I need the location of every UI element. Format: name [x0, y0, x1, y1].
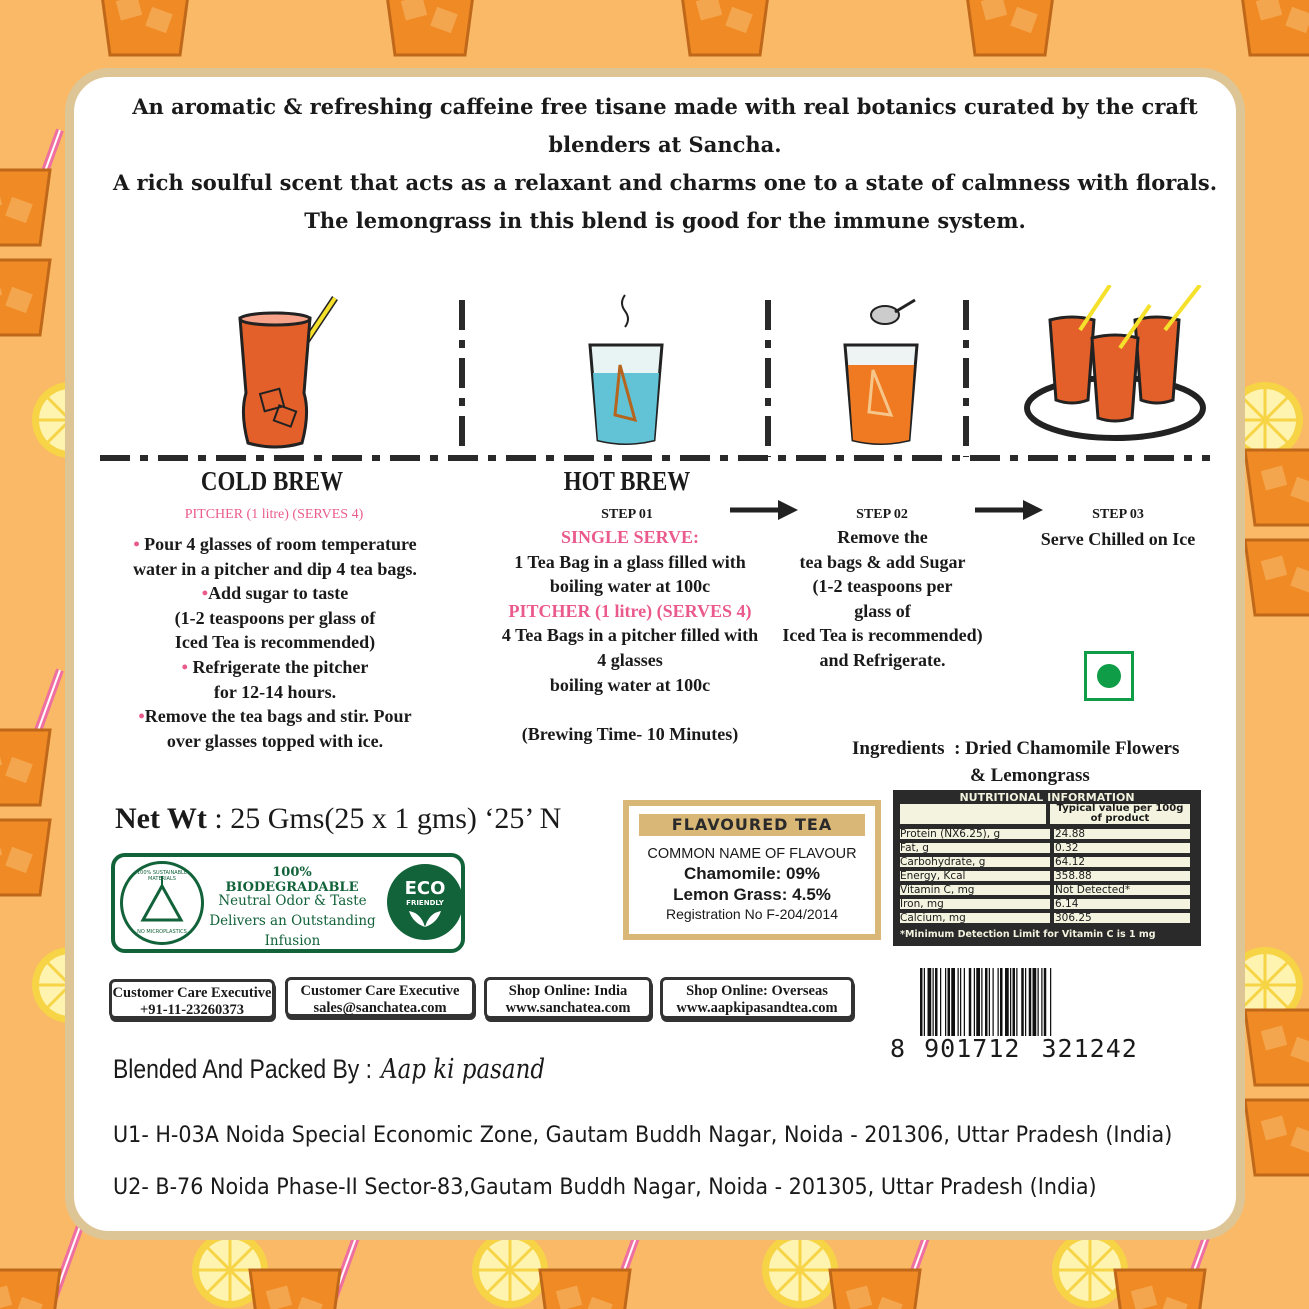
barcode-bar [1041, 968, 1042, 1036]
hot-line: 1 Tea Bag in a glass filled with [514, 551, 746, 572]
ingredients-label: Ingredients [852, 738, 945, 759]
cold-brew-title: COLD BREW [200, 466, 344, 496]
barcode-icon [918, 968, 1168, 1036]
flavoured-tea-box [623, 800, 881, 940]
barcode-bar [993, 968, 994, 1036]
cold-line: for 12-14 hours. [213, 681, 337, 702]
nutrition-header-blank [900, 804, 1046, 824]
bullet-dot: • [133, 534, 145, 554]
contact-phone-box [109, 979, 275, 1019]
barcode-bar [940, 968, 941, 1036]
address-unit-1: U1- H-03A Noida Special Economic Zone, Gautam Buddh Nagar, Noida - 201306, Uttar Pradesh (India) [113, 1122, 1173, 1148]
barcode-bar [998, 968, 999, 1036]
barcode-bar [1000, 968, 1003, 1036]
barcode-bar [924, 968, 925, 1036]
barcode-bar [960, 968, 961, 1036]
barcode-bar [958, 968, 959, 1036]
intro-line-1: An aromatic & refreshing caffeine free tisane made with real botanics curated by the craft [132, 94, 1198, 119]
net-weight [115, 802, 561, 836]
barcode-bar [935, 968, 938, 1036]
cold-line: •Remove the tea bags and stir. Pour [138, 706, 412, 727]
biodegradable-badge [111, 853, 465, 953]
net-weight-value: : 25 Gms(25 x 1 gms) ‘25’ N [214, 802, 562, 835]
bullet-dot: • [181, 656, 193, 677]
barcode-digits-3: 321242 [1041, 1034, 1138, 1063]
barcode-bar [1005, 968, 1009, 1036]
cold-line: over glasses topped with ice. [166, 730, 384, 751]
barcode-bar [928, 968, 932, 1036]
nutrition-row: Carbohydrate, g 64.12 [900, 857, 1190, 867]
hot-line: 4 glasses [597, 649, 663, 670]
contact-email-link[interactable]: sales@sanchatea.com [313, 1000, 447, 1016]
nutrition-table [893, 790, 1201, 946]
lemongrass-percent: Lemon Grass: 4.5% [673, 885, 831, 904]
step3-text: Serve Chilled on Ice [1040, 529, 1196, 549]
barcode-bar [1013, 968, 1016, 1036]
barcode-bar [1029, 968, 1032, 1036]
intro-line-2: blenders at Sancha. [548, 132, 782, 157]
barcode-bar [1033, 968, 1037, 1036]
biodegradable-text [200, 891, 385, 951]
barcode-bar [1050, 968, 1051, 1036]
hot-brew-instructions [470, 525, 790, 746]
barcode-bar [948, 968, 951, 1036]
brewing-time: (Brewing Time- 10 Minutes) [521, 723, 739, 744]
packed-by [113, 1054, 546, 1085]
iced-tea-glass-icon [240, 298, 335, 447]
cold-line: • Pour 4 glasses of room temperature [133, 534, 417, 554]
step3-label: STEP 03 [1092, 507, 1144, 522]
barcode-bar [933, 968, 934, 1036]
contact-email-box [285, 977, 475, 1017]
common-name-label: COMMON NAME OF FLAVOUR [647, 846, 857, 862]
barcode-bar [1025, 968, 1026, 1036]
contact-phone[interactable]: +91-11-23260373 [139, 1002, 245, 1018]
barcode-bar [1044, 968, 1047, 1036]
bio-line: Infusion [264, 933, 321, 949]
address-unit-2: U2- B-76 Noida Phase-II Sector-83,Gautam Buddh Nagar, Noida - 201305, Uttar Pradesh (India) [113, 1174, 1097, 1200]
step2-line: tea bags & add Sugar [799, 551, 966, 572]
step2-instructions [760, 525, 1005, 673]
step2-line: glass of [854, 600, 911, 621]
intro-line-4: The lemongrass in this blend is good for the immune system. [304, 208, 1026, 233]
ingredients-line1: : Dried Chamomile Flowers [954, 738, 1180, 759]
friendly-text: FRIENDLY [406, 899, 444, 907]
nutrition-row: Protein (NX6.25), g 24.88 [900, 829, 1190, 839]
veg-mark-icon [1084, 651, 1134, 701]
nutrition-row: Energy, Kcal 358.88 [900, 871, 1190, 881]
bullet-dot: • [138, 706, 145, 727]
barcode-bar [951, 968, 955, 1036]
chamomile-percent: Chamomile: 09% [683, 864, 821, 883]
hot-line: 4 Tea Bags in a pitcher filled with [501, 625, 759, 646]
shop-india-box [484, 977, 652, 1019]
intro-line-3: A rich soulful scent that acts as a relaxant and charms one to a state of calmness with florals. [112, 170, 1218, 195]
registration-number: Registration No F-204/2014 [666, 906, 838, 922]
hot-line: boiling water at 100c [549, 674, 711, 695]
barcode-bar [989, 968, 990, 1036]
barcode-number [890, 1034, 1180, 1063]
cold-brew-instructions [100, 532, 450, 753]
shop-overseas-link[interactable]: www.aapkipasandtea.com [676, 1000, 838, 1016]
biodegradable-title: 100% BIODEGRADABLE [225, 865, 359, 895]
single-serve-label: SINGLE SERVE: [561, 527, 699, 547]
barcode-digits-2: 901712 [924, 1034, 1021, 1063]
seal-bottom-text: NO MICROPLASTICS [137, 929, 187, 935]
step2-line: Remove the [837, 527, 928, 547]
shop-overseas-box [660, 977, 854, 1019]
barcode-bar [1016, 968, 1017, 1036]
sugar-glass-icon [845, 300, 917, 444]
seal-top-text: 100% SUSTAINABLE MATERIALS [137, 870, 187, 882]
barcode-bar [1038, 968, 1039, 1036]
shop-title: Shop Online: India [508, 983, 628, 999]
barcode-bar [976, 968, 980, 1036]
barcode-bar [969, 968, 972, 1036]
barcode-digit-1: 8 [890, 1034, 906, 1063]
flavoured-tea-title: FLAVOURED TEA [639, 814, 865, 836]
pitcher-label: PITCHER (1 litre) (SERVES 4) [508, 600, 752, 621]
cold-line: water in a pitcher and dip 4 tea bags. [133, 558, 417, 579]
step2-line: Iced Tea is recommended) [782, 625, 983, 646]
nutrition-title: NUTRITIONAL INFORMATION [959, 791, 1135, 804]
packed-by-label: Blended And Packed By : [113, 1054, 373, 1084]
shop-india-link[interactable]: www.sanchatea.com [505, 1000, 631, 1016]
barcode-bar [985, 968, 988, 1036]
step2-line: (1-2 teaspoons per [812, 576, 953, 597]
nutrition-footnote: *Minimum Detection Limit for Vitamin C is 1 mg [900, 929, 1156, 940]
nutrition-header-value: Typical value per 100g of product [1050, 804, 1190, 824]
ingredients [852, 735, 1222, 789]
bullet-dot: • [201, 583, 209, 604]
bio-line: Neutral Odor & Taste [218, 893, 367, 909]
contact-title: Customer Care Executive [300, 983, 460, 999]
cold-line: Iced Tea is recommended) [174, 632, 376, 653]
intro-text [100, 88, 1230, 240]
net-weight-label: Net Wt [115, 802, 207, 835]
barcode-bar [1010, 968, 1011, 1036]
cold-line: (1-2 teaspoons per glass of [174, 607, 376, 628]
hot-tea-glass-icon [590, 295, 662, 444]
hot-brew-step: STEP 01 [601, 507, 653, 522]
hot-line: boiling water at 100c [549, 576, 711, 597]
ingredients-line2: & Lemongrass [970, 765, 1090, 786]
nutrition-row: Vitamin C, mg Not Detected* [900, 885, 1190, 895]
bio-line: Delivers an Outstanding [209, 913, 376, 929]
cold-line: • Refrigerate the pitcher [181, 656, 369, 677]
barcode-bar [945, 968, 946, 1036]
contact-title: Customer Care Executive [112, 985, 272, 1001]
serving-tray-icon [1027, 285, 1203, 438]
barcode-bar [920, 968, 923, 1036]
barcode-bar [974, 968, 975, 1036]
sustainable-seal-icon [120, 861, 204, 945]
brand-logo-text: Aap ki pasand [381, 1054, 546, 1085]
hot-brew-title: HOT BREW [563, 466, 691, 496]
cold-line: •Add sugar to taste [201, 583, 349, 604]
step2-label: STEP 02 [856, 507, 908, 522]
eco-friendly-icon [387, 864, 463, 940]
barcode-bar [1021, 968, 1024, 1036]
shop-title: Shop Online: Overseas [686, 983, 828, 999]
cold-brew-subtitle: PITCHER (1 litre) (SERVES 4) [184, 507, 364, 522]
nutrition-row: Fat, g 0.32 [900, 843, 1190, 853]
brew-illustrations [100, 285, 1215, 465]
eco-text: ECO [404, 878, 446, 899]
barcode-bar [964, 968, 965, 1036]
nutrition-row: Iron, mg 6.14 [900, 899, 1190, 909]
step2-line: and Refrigerate. [819, 649, 946, 670]
nutrition-row: Calcium, mg 306.25 [900, 913, 1190, 923]
barcode-bar [981, 968, 982, 1036]
